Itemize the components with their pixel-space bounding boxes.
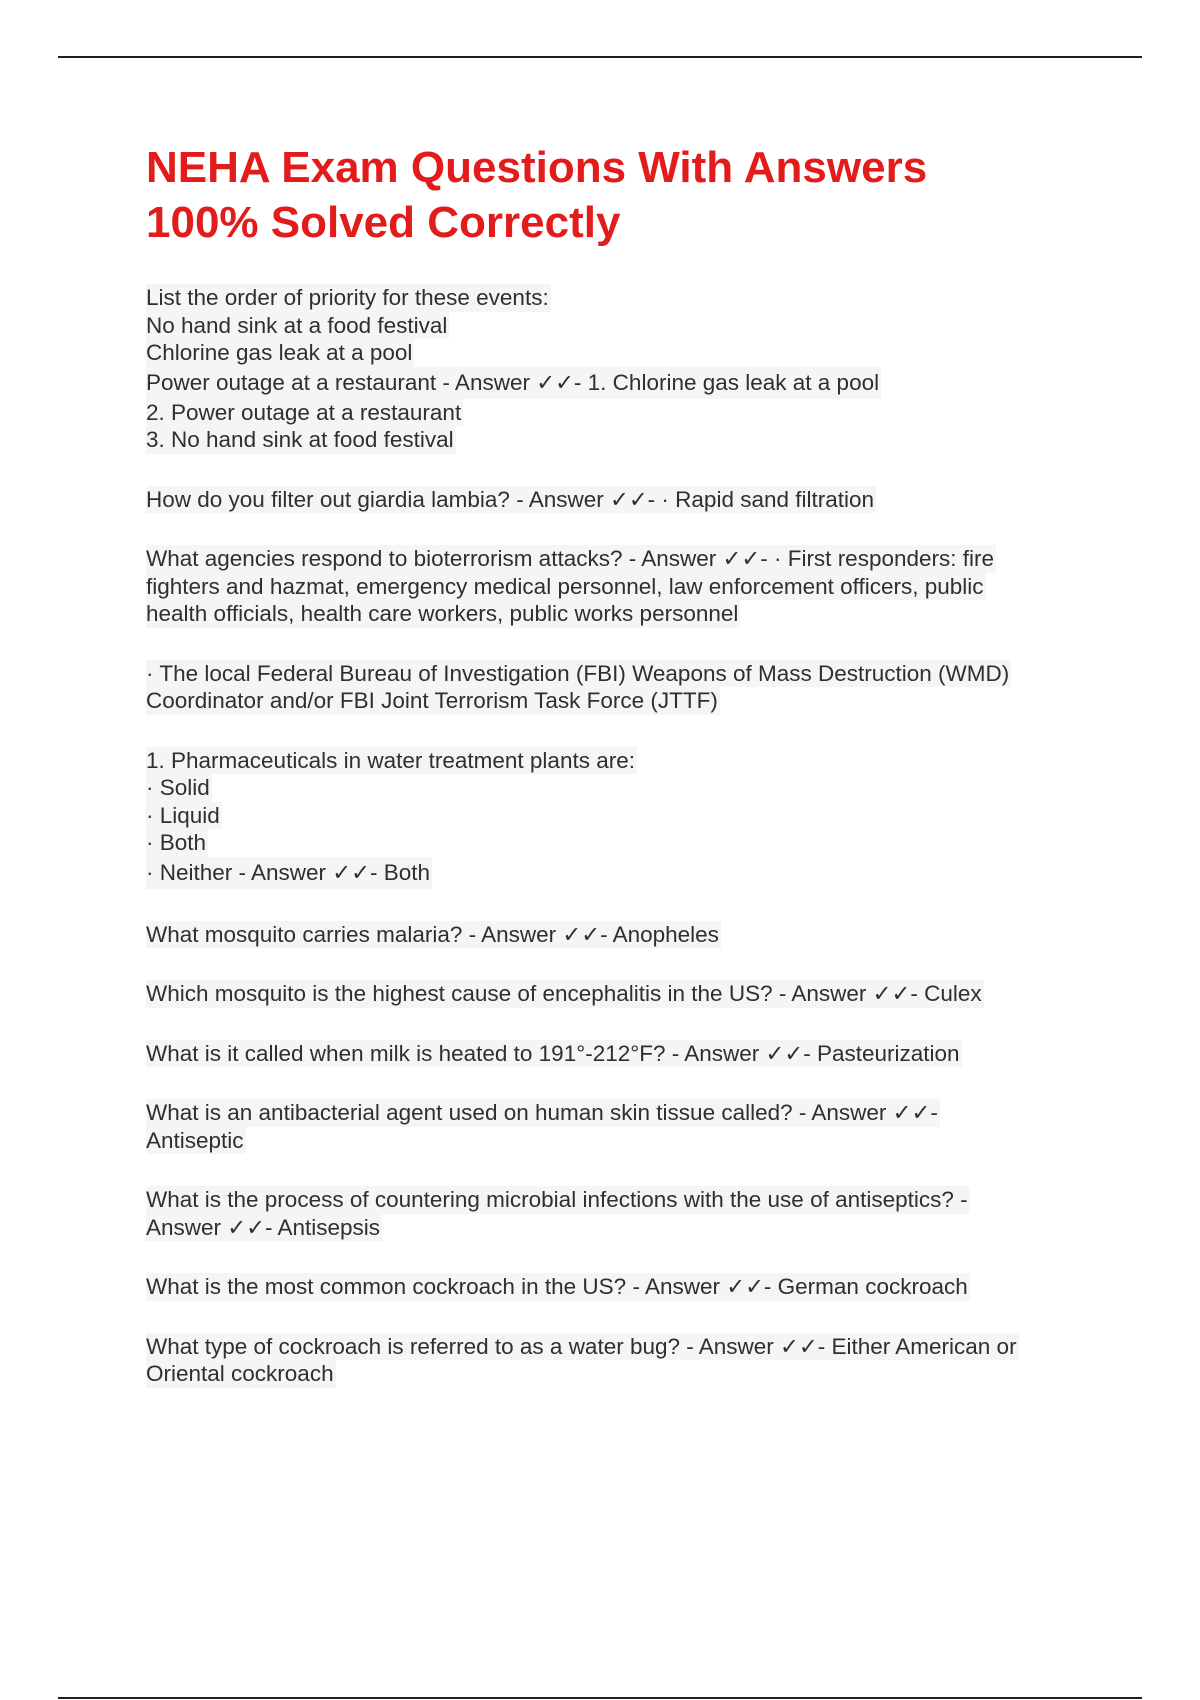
qa-line: No hand sink at a food festival <box>146 312 448 338</box>
qa-block <box>146 1273 1096 1301</box>
qa-line: Which mosquito is the highest cause of encephalitis in the US? - Answer ✓✓- Culex <box>146 981 982 1006</box>
qa-line: Power outage at a restaurant - Answer ✓✓- 1. Chlorine gas leak at a pool <box>146 367 881 399</box>
document-title-line: NEHA Exam Questions With Answers <box>146 143 928 192</box>
qa-block <box>146 980 1096 1008</box>
qa-line: 1. Pharmaceuticals in water treatment plants are: <box>146 747 635 773</box>
qa-line: fighters and hazmat, emergency medical personnel, law enforcement officers, public <box>146 573 984 599</box>
qa-line: 3. No hand sink at food festival <box>146 427 454 452</box>
qa-block <box>146 1186 1096 1241</box>
bottom-rule <box>58 1697 1142 1699</box>
qa-line: What type of cockroach is referred to as a water bug? - Answer ✓✓- Either American or <box>146 1333 1017 1359</box>
qa-line: Antiseptic <box>146 1127 244 1153</box>
qa-block <box>146 747 1096 889</box>
qa-block <box>146 1040 1096 1068</box>
top-rule <box>58 56 1142 58</box>
qa-line: What is an antibacterial agent used on human skin tissue called? - Answer ✓✓- <box>146 1100 938 1125</box>
qa-line: health officials, health care workers, public works personnel <box>146 601 739 626</box>
qa-block <box>146 1333 1096 1388</box>
qa-line: · Liquid <box>146 802 220 828</box>
qa-line: Oriental cockroach <box>146 1361 334 1386</box>
qa-block <box>146 660 1096 715</box>
qa-line: · Both <box>146 830 207 855</box>
document-body <box>146 140 1096 1420</box>
qa-block <box>146 545 1096 628</box>
qa-line: What is it called when milk is heated to 191°-212°F? - Answer ✓✓- Pasteurization <box>146 1040 960 1066</box>
qa-line: What mosquito carries malaria? - Answer ✓✓- Anopheles <box>146 921 719 947</box>
qa-line: What agencies respond to bioterrorism attacks? - Answer ✓✓- · First responders: fire <box>146 546 995 571</box>
qa-block <box>146 1099 1096 1154</box>
qa-line: List the order of priority for these events: <box>146 285 549 310</box>
document-title-line: 100% Solved Correctly <box>146 198 621 247</box>
qa-line: Answer ✓✓- Antisepsis <box>146 1214 381 1240</box>
qa-line: Coordinator and/or FBI Joint Terrorism Task Force (JTTF) <box>146 688 718 713</box>
qa-line: What is the most common cockroach in the US? - Answer ✓✓- German cockroach <box>146 1274 968 1299</box>
qa-line: · Solid <box>146 775 210 800</box>
qa-line: · Neither - Answer ✓✓- Both <box>146 857 432 889</box>
qa-line: How do you filter out giardia lambia? - Answer ✓✓- · Rapid sand filtration <box>146 486 875 512</box>
qa-line: What is the process of countering microbial infections with the use of antiseptics? - <box>146 1187 968 1212</box>
qa-block <box>146 486 1096 514</box>
document-title <box>146 140 1096 250</box>
qa-block <box>146 921 1096 949</box>
qa-line: · The local Federal Bureau of Investigation (FBI) Weapons of Mass Destruction (WMD) <box>146 660 1010 686</box>
qa-list <box>146 284 1096 1388</box>
qa-block <box>146 284 1096 454</box>
qa-line: Chlorine gas leak at a pool <box>146 340 413 365</box>
qa-line: 2. Power outage at a restaurant <box>146 399 462 425</box>
